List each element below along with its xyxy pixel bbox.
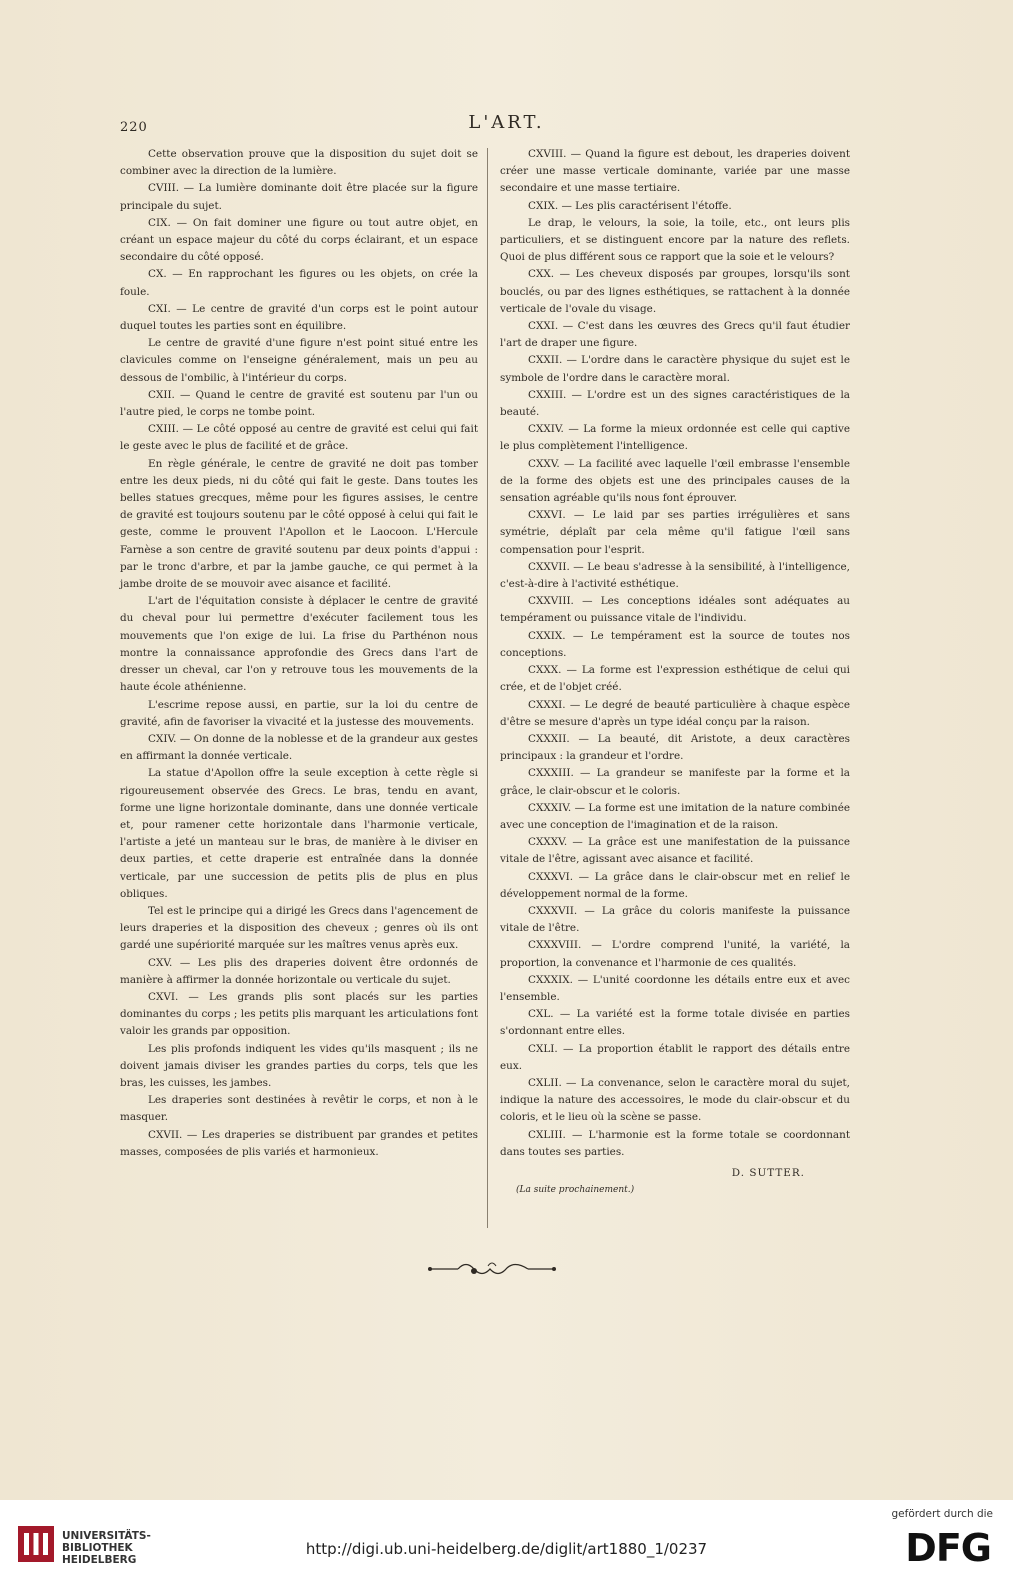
continuation-note: (La suite prochainement.) [516, 1185, 635, 1196]
paragraph: Les draperies sont destinées à revêtir le corps, et non à le masquer. [120, 1094, 478, 1124]
paragraph: CXXI. — C'est dans les œuvres des Grecs qu'il faut étudier l'art de draper une figure. [500, 320, 850, 350]
paragraph: CXLI. — La proportion établit le rapport des détails entre eux. [500, 1042, 850, 1072]
left-column [120, 146, 478, 1161]
paragraph: CXXIV. — La forme la mieux ordonnée est celle qui captive le plus complètement l'intelligence. [500, 423, 850, 453]
paragraph: Le centre de gravité d'une figure n'est point situé entre les clavicules comme on l'enseigne généralement, mais un peu au dessous de l'ombilic, à l'intérieur du corps. [120, 337, 478, 384]
paragraph: Cette observation prouve que la disposition du sujet doit se combiner avec la direction de la lumière. [120, 148, 478, 178]
paragraph: CXVII. — Les draperies se distribuent par grandes et petites masses, composées de plis variés et harmonieux. [120, 1128, 478, 1158]
paragraph: CX. — En rapprochant les figures ou les objets, on crée la foule. [120, 268, 478, 298]
paragraph: CIX. — On fait dominer une figure ou tout autre objet, en créant un espace majeur du côté du corps éclairant, et un espace secondaire du côté opposé. [120, 216, 478, 264]
fleuron-ornament-icon [428, 1258, 558, 1280]
right-column [500, 146, 850, 1199]
page-number: 220 [120, 120, 148, 135]
page-header [0, 112, 1013, 142]
paragraph: CXX. — Les cheveux disposés par groupes, lorsqu'ils sont bouclés, ou par des lignes esthétiques, se rattachent à la donnée verticale de l'ovale du visage. [500, 268, 850, 315]
paragraph: CXXVIII. — Les conceptions idéales sont adéquates au tempérament ou puissance vitale de l'individu. [500, 595, 850, 625]
library-name: UNIVERSITÄTS- BIBLIOTHEK HEIDELBERG [62, 1530, 151, 1566]
paragraph: Le drap, le velours, la soie, la toile, etc., ont leurs plis particuliers, et se distinguent encore par la nature des reflets. Quoi de plus différent sous ce rapport que la soie et le velours? [500, 216, 850, 264]
paragraph: CXXXVIII. — L'ordre comprend l'unité, la variété, la proportion, la convenance et l'harmonie de ces qualités. [500, 939, 850, 969]
funding-caption: gefördert durch die [891, 1508, 993, 1520]
paragraph: CXIX. — Les plis caractérisent l'étoffe. [528, 199, 732, 212]
column-divider [487, 148, 488, 1228]
paragraph: CXLIII. — L'harmonie est la forme totale se coordonnant dans toutes ses parties. [500, 1128, 850, 1158]
paragraph: CXXXVI. — La grâce dans le clair-obscur met en relief le développement normal de la forme. [500, 870, 850, 900]
permalink-url[interactable]: http://digi.ub.uni-heidelberg.de/diglit/art1880_1/0237 [305, 1540, 708, 1558]
paragraph: CXXXII. — La beauté, dit Aristote, a deux caractères principaux : la grandeur et l'ordre. [500, 732, 850, 763]
paragraph: CXXXI. — Le degré de beauté particulière à chaque espèce d'être se mesure d'après un type idéal conçu par la raison. [500, 698, 850, 728]
paragraph: L'art de l'équitation consiste à déplacer le centre de gravité du cheval pour lui permettre d'exécuter facilement tous les mouvements que l'on exige de lui. La frise du Parthénon nous montre la connaissance approfondie des Grecs dans l'art de dresser un cheval, car l'on y retrouve tous les mouvements de la haute école athénienne. [120, 595, 478, 694]
paragraph: CXXXVII. — La grâce du coloris manifeste la puissance vitale de l'être. [500, 904, 850, 935]
paragraph: CXXIII. — L'ordre est un des signes caractéristiques de la beauté. [500, 388, 850, 419]
paragraph: CXI. — Le centre de gravité d'un corps est le point autour duquel toutes les parties sont en équilibre. [120, 302, 478, 333]
paragraph: CXXX. — La forme est l'expression esthétique de celui qui crée, et de l'objet créé. [500, 664, 850, 694]
paragraph: CXXII. — L'ordre dans le caractère physique du sujet est le symbole de l'ordre dans le caractère moral. [500, 354, 850, 384]
paragraph: CXIV. — On donne de la noblesse et de la grandeur aux gestes en affirmant la donnée verticale. [120, 732, 478, 763]
dfg-logo: DFG [905, 1526, 991, 1570]
paragraph: CXV. — Les plis des draperies doivent être ordonnés de manière à affirmer la donnée horizontale ou verticale du sujet. [120, 956, 478, 986]
paragraph: CXVI. — Les grands plis sont placés sur les parties dominantes du corps ; les petits plis marquant les articulations font valoir les grands par opposition. [120, 990, 478, 1038]
paragraph: CXXXV. — La grâce est une manifestation de la puissance vitale de l'être, agissant avec aisance et facilité. [500, 836, 850, 866]
paragraph: L'escrime repose aussi, en partie, sur la loi du centre de gravité, afin de favoriser la vivacité et la justesse des mouvements. [120, 698, 478, 728]
paragraph: CXXXIII. — La grandeur se manifeste par la forme et la grâce, le clair-obscur et le coloris. [500, 767, 850, 797]
paragraph: CXXV. — La facilité avec laquelle l'œil embrasse l'ensemble de la forme des objets est une des principales causes de la sensation agréable qu'ils nous font éprouver. [500, 457, 850, 505]
paragraph: CVIII. — La lumière dominante doit être placée sur la figure principale du sujet. [120, 182, 478, 212]
paragraph: CXXIX. — Le tempérament est la source de toutes nos conceptions. [500, 629, 850, 659]
paragraph: CXVIII. — Quand la figure est debout, les draperies doivent créer une masse verticale dominante, variée par une masse secondaire et une masse tertiaire. [500, 148, 850, 195]
paragraph: CXXVII. — Le beau s'adresse à la sensibilité, à l'intelligence, c'est-à-dire à l'activité esthétique. [500, 560, 850, 591]
running-title: L'ART. [468, 112, 545, 133]
paragraph: CXXVI. — Le laid par ses parties irrégulières et sans symétrie, déplaît par cela même qu'il fatigue l'œil sans compensation pour l'esprit. [500, 509, 850, 556]
paragraph: En règle générale, le centre de gravité ne doit pas tomber entre les deux pieds, ni du côté qui fait le geste. Dans toutes les belles statues grecques, même pour les figures assises, le centre de gravité est toujours soutenu par le côté opposé à celui qui fait le geste, comme le prouvent l'Apollon et le Laocoon. L'Hercule Farnèse a son centre de gravité soutenu par deux points d'appui : par le tronc d'arbre, et par la jambe gauche, ce qui permet à la jambe droite de se mouvoir avec aisance et facilité. [120, 457, 478, 591]
author-signature: D. SUTTER. [731, 1166, 805, 1179]
paragraph: Les plis profonds indiquent les vides qu'ils masquent ; ils ne doivent jamais diviser les grandes parties du corps, tels que les bras, les cuisses, les jambes. [120, 1042, 478, 1089]
paragraph: CXII. — Quand le centre de gravité est soutenu par l'un ou l'autre pied, le corps ne tombe point. [120, 388, 478, 419]
paragraph: CXL. — La variété est la forme totale divisée en parties s'ordonnant entre elles. [500, 1008, 850, 1038]
paragraph: Tel est le principe qui a dirigé les Grecs dans l'agencement de leurs draperies et la disposition des cheveux ; genres où ils ont gardé une supériorité marquée sur les maîtres venus après eux. [120, 904, 478, 952]
paragraph: CXXXIX. — L'unité coordonne les détails entre eux et avec l'ensemble. [500, 973, 850, 1003]
paragraph: CXIII. — Le côté opposé au centre de gravité est celui qui fait le geste avec le plus de facilité et de grâce. [120, 423, 478, 453]
paragraph: La statue d'Apollon offre la seule exception à cette règle si rigoureusement observée des Grecs. Le bras, tendu en avant, forme une ligne horizontale dominante, dans une donnée verticale et, pour ramener cette horizontale dans l'harmonie verticale, l'artiste a jeté un manteau sur le bras, de manière à le diviser en deux parties, et cette draperie est entraînée dans la donnée verticale, par une succession de petits plis de plus en plus obliques. [120, 767, 478, 900]
paragraph: CXLII. — La convenance, selon le caractère moral du sujet, indique la nature des accessoires, le mode du clair-obscur et du coloris, et le lieu où la scène se passe. [500, 1076, 850, 1124]
viewer-footer [0, 1500, 1013, 1579]
paragraph: CXXXIV. — La forme est une imitation de la nature combinée avec une conception de l'imagination et de la raison. [500, 801, 850, 831]
